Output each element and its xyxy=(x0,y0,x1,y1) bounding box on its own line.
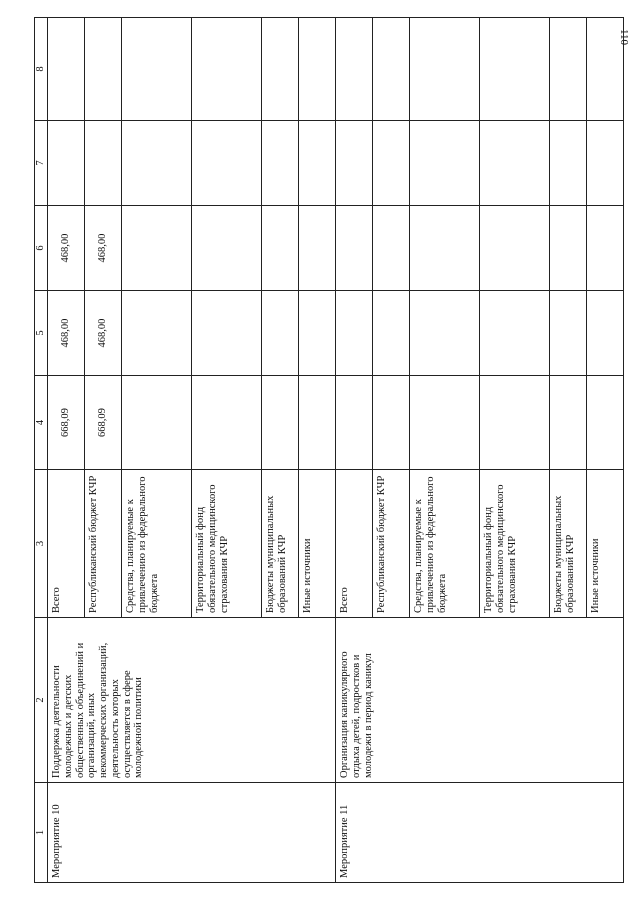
value-col-5 xyxy=(262,291,299,376)
activity-code: Мероприятие 11 xyxy=(336,783,624,883)
value-col-7 xyxy=(587,121,624,206)
value-col-7 xyxy=(48,121,85,206)
value-col-5: 468,00 xyxy=(85,291,122,376)
header-col-5: 5 xyxy=(35,291,48,376)
funding-source: Территориальный фонд обязательного медицинского страхования КЧР xyxy=(192,470,262,618)
value-col-8 xyxy=(410,18,480,121)
header-col-1: 1 xyxy=(35,783,48,883)
header-col-7: 7 xyxy=(35,121,48,206)
value-col-8 xyxy=(550,18,587,121)
value-col-7 xyxy=(192,121,262,206)
header-col-4: 4 xyxy=(35,376,48,470)
funding-table xyxy=(34,17,624,883)
value-col-8 xyxy=(48,18,85,121)
funding-source: Всего xyxy=(48,470,85,618)
value-col-8 xyxy=(192,18,262,121)
funding-source: Республиканский бюджет КЧР xyxy=(373,470,410,618)
funding-table-wrapper xyxy=(34,18,601,883)
value-col-7 xyxy=(122,121,192,206)
value-col-7 xyxy=(373,121,410,206)
value-col-4 xyxy=(262,376,299,470)
funding-source: Иные источники xyxy=(299,470,336,618)
value-col-6 xyxy=(299,206,336,291)
value-col-6: 468,00 xyxy=(85,206,122,291)
value-col-5: 468,00 xyxy=(48,291,85,376)
header-row xyxy=(35,18,48,883)
value-col-4 xyxy=(550,376,587,470)
value-col-4 xyxy=(587,376,624,470)
value-col-5 xyxy=(299,291,336,376)
value-col-5 xyxy=(122,291,192,376)
header-col-8: 8 xyxy=(35,18,48,121)
value-col-4 xyxy=(373,376,410,470)
value-col-4 xyxy=(336,376,373,470)
value-col-6 xyxy=(550,206,587,291)
value-col-7 xyxy=(299,121,336,206)
header-col-3: 3 xyxy=(35,470,48,618)
funding-source: Средства, планируемые к привлечению из федерального бюджета xyxy=(122,470,192,618)
table-row xyxy=(336,18,373,883)
value-col-8 xyxy=(122,18,192,121)
value-col-6 xyxy=(336,206,373,291)
value-col-4 xyxy=(480,376,550,470)
value-col-7 xyxy=(85,121,122,206)
value-col-7 xyxy=(480,121,550,206)
value-col-5 xyxy=(410,291,480,376)
value-col-5 xyxy=(192,291,262,376)
activity-code: Мероприятие 10 xyxy=(48,783,336,883)
value-col-6 xyxy=(192,206,262,291)
value-col-4 xyxy=(122,376,192,470)
value-col-4: 668,09 xyxy=(48,376,85,470)
value-col-7 xyxy=(336,121,373,206)
funding-source: Бюджеты муниципальных образований КЧР xyxy=(550,470,587,618)
value-col-7 xyxy=(262,121,299,206)
value-col-8 xyxy=(373,18,410,121)
header-col-6: 6 xyxy=(35,206,48,291)
value-col-6 xyxy=(410,206,480,291)
value-col-6 xyxy=(587,206,624,291)
value-col-4 xyxy=(299,376,336,470)
value-col-4: 668,09 xyxy=(85,376,122,470)
funding-source: Республиканский бюджет КЧР xyxy=(85,470,122,618)
value-col-5 xyxy=(336,291,373,376)
value-col-8 xyxy=(299,18,336,121)
value-col-8 xyxy=(336,18,373,121)
value-col-5 xyxy=(550,291,587,376)
funding-source: Иные источники xyxy=(587,470,624,618)
value-col-6: 468,00 xyxy=(48,206,85,291)
value-col-8 xyxy=(262,18,299,121)
funding-source: Бюджеты муниципальных образований КЧР xyxy=(262,470,299,618)
value-col-6 xyxy=(122,206,192,291)
activity-name: Организация каникулярного отдыха детей, подростков и молодежи в период каникул xyxy=(336,618,624,783)
activity-name: Поддержка деятельности молодежных и детских общественных объединений и организаций, иных некоммерческих организаций, деятельность которых осуществляется в сфере молодежной политики xyxy=(48,618,336,783)
value-col-8 xyxy=(480,18,550,121)
value-col-5 xyxy=(480,291,550,376)
funding-source: Средства, планируемые к привлечению из федерального бюджета xyxy=(410,470,480,618)
funding-source: Всего xyxy=(336,470,373,618)
page-number: 110 xyxy=(618,28,630,46)
funding-source: Территориальный фонд обязательного медицинского страхования КЧР xyxy=(480,470,550,618)
value-col-6 xyxy=(373,206,410,291)
value-col-8 xyxy=(587,18,624,121)
header-col-2: 2 xyxy=(35,618,48,783)
value-col-5 xyxy=(587,291,624,376)
value-col-4 xyxy=(192,376,262,470)
value-col-5 xyxy=(373,291,410,376)
value-col-4 xyxy=(410,376,480,470)
value-col-6 xyxy=(480,206,550,291)
table-row xyxy=(48,18,85,883)
value-col-7 xyxy=(410,121,480,206)
value-col-7 xyxy=(550,121,587,206)
value-col-8 xyxy=(85,18,122,121)
value-col-6 xyxy=(262,206,299,291)
